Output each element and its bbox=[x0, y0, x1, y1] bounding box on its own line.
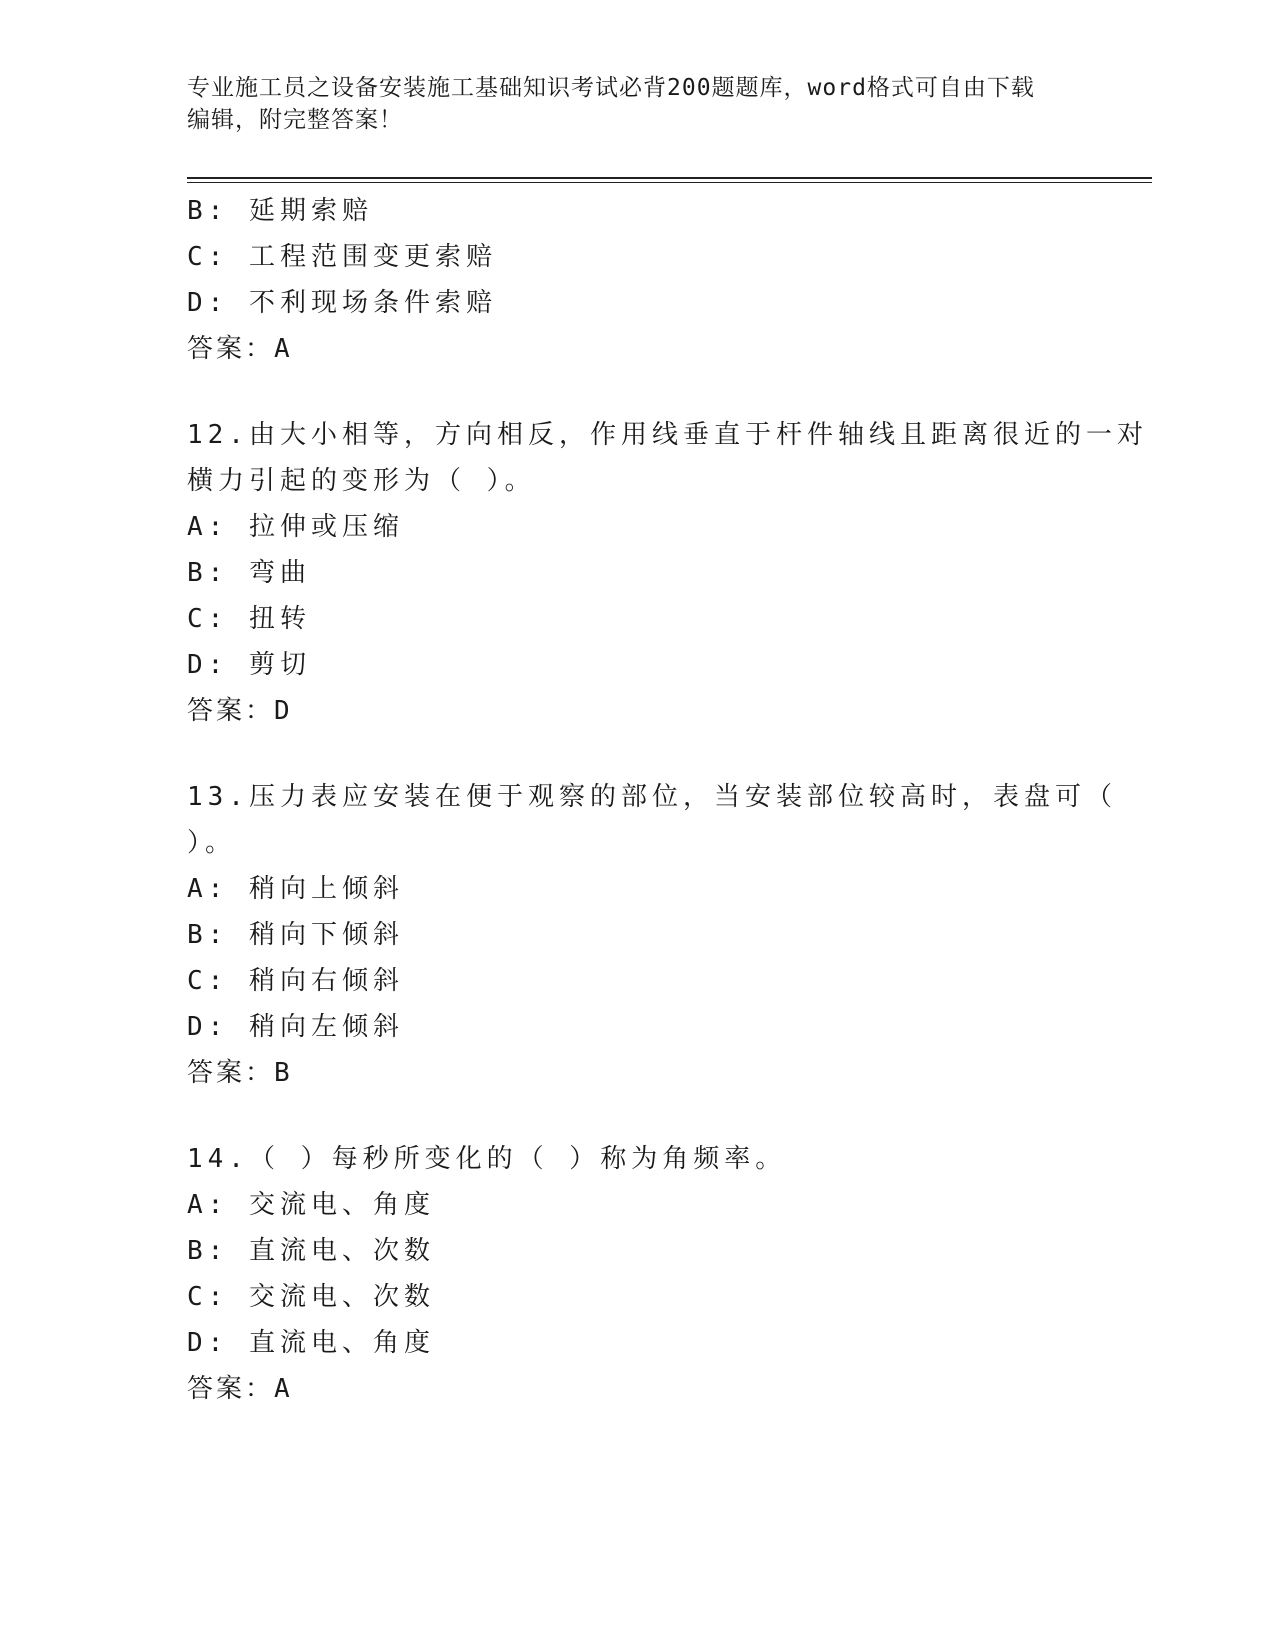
question-13 bbox=[187, 774, 1117, 1096]
spacer bbox=[187, 734, 1087, 774]
option-c: C: 交流电、次数 bbox=[187, 1282, 435, 1312]
header-title-line-2: 编辑，附完整答案！ bbox=[187, 107, 403, 133]
option-d: D: 稍向左倾斜 bbox=[187, 1012, 404, 1042]
option-a: A: 稍向上倾斜 bbox=[187, 874, 404, 904]
document-header bbox=[187, 72, 1077, 136]
answer: 答案：B bbox=[187, 1058, 293, 1088]
question-stem: 横力引起的变形为（ ）。 bbox=[187, 466, 536, 496]
header-title-line-1: 专业施工员之设备安装施工基础知识考试必背200题题库，word格式可自由下载 bbox=[187, 75, 1035, 101]
question-12 bbox=[187, 412, 1148, 734]
header-divider-thick bbox=[187, 177, 1152, 179]
answer: 答案：A bbox=[187, 1374, 293, 1404]
option-a: A: 拉伸或压缩 bbox=[187, 512, 404, 542]
answer: 答案：D bbox=[187, 696, 293, 726]
option-c: C: 工程范围变更索赔 bbox=[187, 242, 497, 272]
spacer bbox=[187, 1096, 1087, 1136]
option-b: B: 直流电、次数 bbox=[187, 1236, 435, 1266]
option-c: C: 扭转 bbox=[187, 604, 311, 634]
answer: 答案：A bbox=[187, 334, 293, 364]
option-d: D: 直流电、角度 bbox=[187, 1328, 435, 1358]
spacer bbox=[187, 372, 1087, 412]
option-b: B: 稍向下倾斜 bbox=[187, 920, 404, 950]
option-a: A: 交流电、角度 bbox=[187, 1190, 435, 1220]
header-divider-thin bbox=[187, 182, 1152, 183]
question-stem: ）。 bbox=[187, 828, 237, 858]
question-11-continued bbox=[187, 188, 1087, 372]
option-b: B: 延期索赔 bbox=[187, 196, 373, 226]
option-d: D: 不利现场条件索赔 bbox=[187, 288, 497, 318]
question-14 bbox=[187, 1136, 1087, 1412]
option-c: C: 稍向右倾斜 bbox=[187, 966, 404, 996]
option-d: D: 剪切 bbox=[187, 650, 311, 680]
question-stem: 14.（ ）每秒所变化的（ ）称为角频率。 bbox=[187, 1144, 787, 1174]
question-stem: 13.压力表应安装在便于观察的部位，当安装部位较高时，表盘可（ bbox=[187, 782, 1117, 812]
question-stem: 12.由大小相等，方向相反，作用线垂直于杆件轴线且距离很近的一对 bbox=[187, 420, 1148, 450]
option-b: B: 弯曲 bbox=[187, 558, 311, 588]
question-content bbox=[187, 188, 1148, 1412]
